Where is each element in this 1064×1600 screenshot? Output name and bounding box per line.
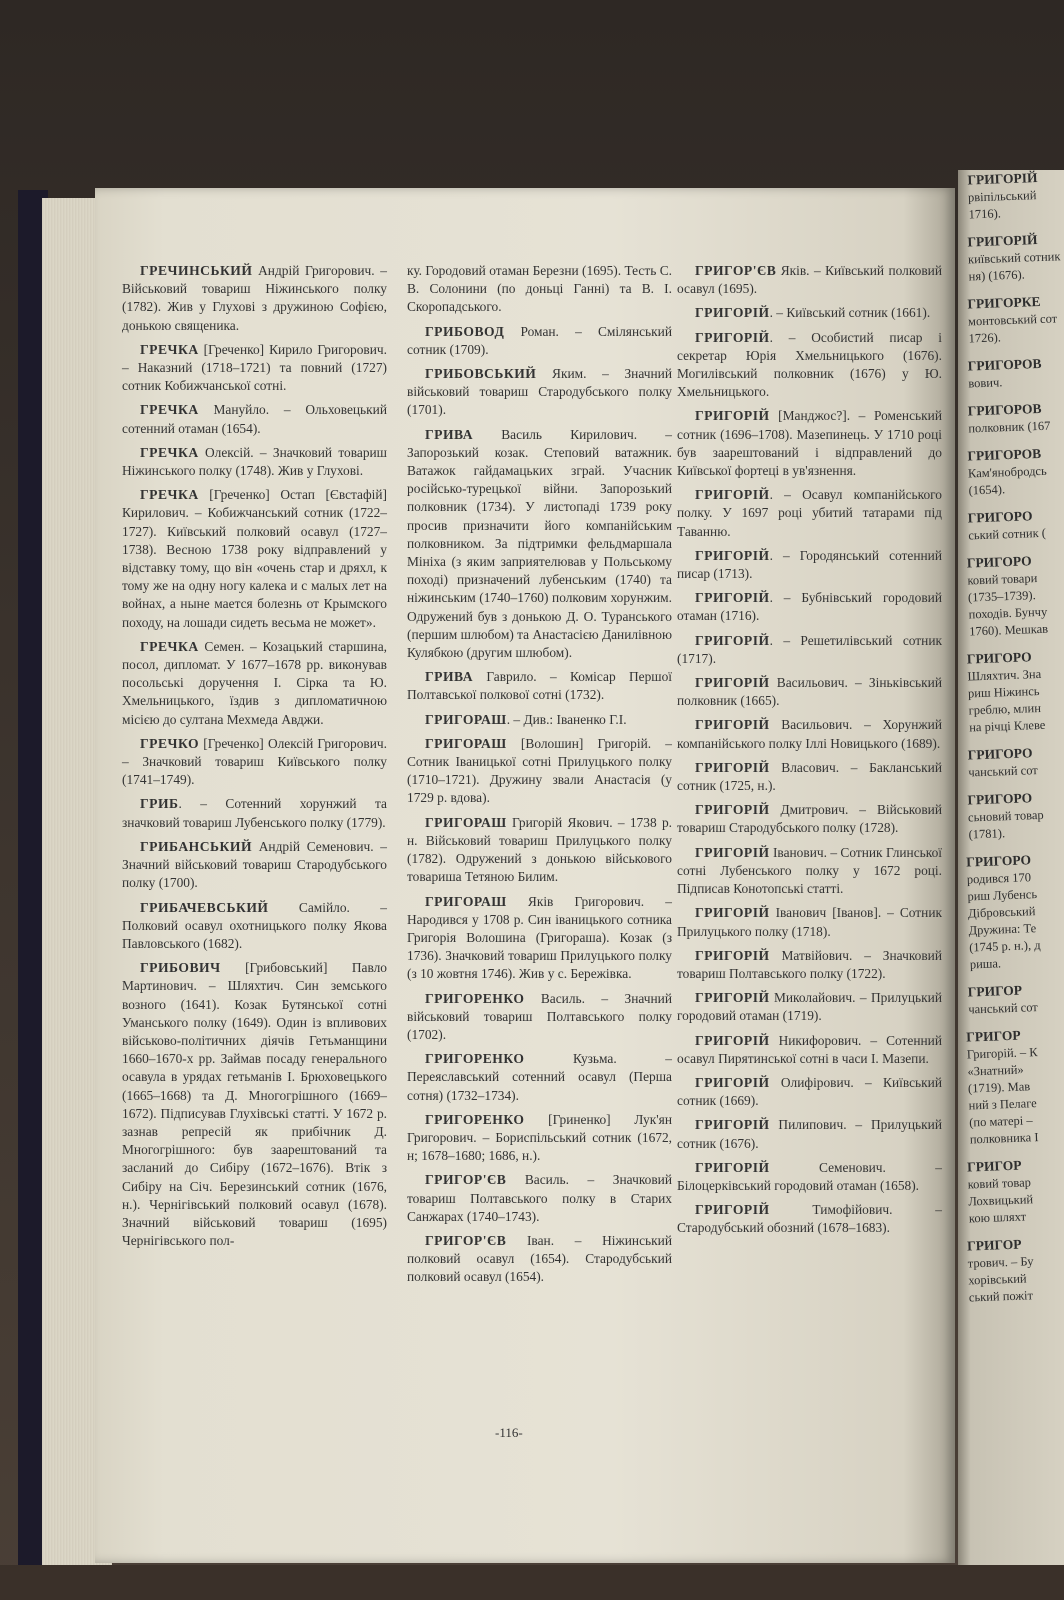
right-page-line: хорівський bbox=[968, 1271, 1027, 1288]
entry-headword: ГРИГОРАШ bbox=[425, 711, 507, 727]
entry-headword: ГРИГОРІЙ bbox=[695, 329, 770, 345]
entry-headword: ГРИГОРІЙ bbox=[695, 675, 770, 691]
entry-body: . – Осавул компанійського полку. У 1697 році убитий татарами під Таванню. bbox=[677, 487, 942, 539]
column-1 bbox=[122, 262, 387, 1256]
entry-body: Яків Григорович. – Народився у 1708 р. Син іваницького сотника Григорія Волошина (Григораша). Козак (з 1736). Значковий товариш Прилуцького полку (з 10 жовтня 1746). Жив у с. Бережівка. bbox=[407, 893, 672, 982]
entry-headword: ГРЕЧКА bbox=[140, 341, 199, 357]
table-bottom bbox=[0, 1565, 1064, 1600]
right-page-line: ний з Пелаге bbox=[968, 1096, 1037, 1113]
right-page-entry bbox=[958, 788, 1064, 844]
entry-body: Тимофійович. – Стародубський обозний (1678–1683). bbox=[677, 1202, 942, 1236]
right-page-entry bbox=[958, 1234, 1064, 1307]
entry-headword: ГРИГОРІЙ bbox=[695, 1032, 770, 1048]
right-page-line: сьновий товар bbox=[967, 807, 1044, 825]
right-page-line: 1760). Мешкав bbox=[968, 621, 1049, 639]
right-page-line: греблю, млин bbox=[968, 700, 1042, 718]
right-page-line: трович. – Бу bbox=[967, 1254, 1034, 1271]
entry-body: . – Бубнівський городовий отаман (1716). bbox=[677, 590, 942, 624]
right-page-headword: ГРИГОР bbox=[967, 982, 1023, 1000]
entry-headword: ГРИГОРІЙ bbox=[695, 590, 770, 606]
entry-body: Кузьма. – Переяславський сотенний осавул (Перша сотня) (1732–1734). bbox=[407, 1051, 672, 1103]
right-page-line: риш Ніжинсь bbox=[967, 684, 1040, 701]
page-number: -116- bbox=[495, 1425, 523, 1440]
dictionary-entry bbox=[677, 1201, 942, 1237]
continuation-text: ку. Городовий отаман Березни (1695). Тесть С. В. Солонини (по доньці Ганні) та В. І. Скоропадського. bbox=[407, 263, 672, 315]
entry-headword: ГРИГОРІЙ bbox=[695, 844, 770, 860]
right-page-headword: ГРИГОРО bbox=[966, 649, 1032, 667]
dictionary-entry bbox=[122, 795, 387, 831]
entry-body: Семен. – Козацький старшина, посол, дипломат. У 1677–1678 рр. виконував посольські доручення І. Сірка та Ю. Хмельницького, їздив з дипломатичною місією до султана Мехмеда Авджи. bbox=[122, 638, 387, 727]
right-page-entry bbox=[958, 444, 1064, 500]
right-page-entry bbox=[958, 170, 1064, 224]
dictionary-entry bbox=[677, 407, 942, 480]
dictionary-entry bbox=[407, 990, 672, 1045]
dictionary-entry bbox=[677, 262, 942, 298]
right-page-headword: ГРИГОРКЕ bbox=[967, 293, 1041, 312]
entry-body: . – Київський сотник (1661). bbox=[769, 305, 931, 321]
dictionary-entry bbox=[677, 716, 942, 752]
entry-headword: ГРИГОРІЙ bbox=[695, 487, 770, 503]
entry-headword: ГРИГОРІЙ bbox=[695, 990, 770, 1006]
right-page-line: ковий товар bbox=[967, 1175, 1032, 1192]
entry-headword: ГРИГОРІЙ bbox=[695, 905, 770, 921]
entry-headword: ГРЕЧКА bbox=[140, 638, 199, 654]
dictionary-entry bbox=[122, 401, 387, 437]
entry-headword: ГРИБОВОД bbox=[425, 323, 505, 339]
right-page-line: (1781). bbox=[968, 826, 1006, 842]
entry-headword: ГРИГОР'ЄВ bbox=[425, 1172, 507, 1188]
dictionary-entry bbox=[677, 904, 942, 940]
dictionary-entry bbox=[122, 899, 387, 954]
right-page-entry bbox=[958, 399, 1064, 438]
right-page-line: полковника І bbox=[969, 1130, 1039, 1147]
entry-body: Васильович. – Зіньківський полковник (1665). bbox=[677, 675, 942, 709]
entry-headword: ГРИБ bbox=[140, 796, 179, 812]
dictionary-entry bbox=[677, 304, 942, 322]
column-2 bbox=[407, 262, 672, 1293]
entry-headword: ГРЕЧКО bbox=[140, 735, 200, 751]
entry-headword: ГРЕЧКА bbox=[140, 402, 199, 418]
right-page-line: Дібровський bbox=[967, 904, 1036, 921]
right-page-entry bbox=[958, 354, 1064, 393]
dictionary-entry bbox=[677, 1074, 942, 1110]
entry-body: [Греченко] Остап [Євстафій] Кирилович. – Кобижчанський сотник (1722–1727). Київський полковий осавул (1727–1738). Весною 1738 року відправлений у відставку тому, що він «очень стар и дряхл, к тому же на одну ногу калека и с малых лет на войнах, а ныне мается болезнь от Крымского походу, на лошади сидеть весьма не может». bbox=[122, 487, 387, 630]
entry-body: [Греченко] Кирило Григорович. – Наказний (1718–1721) та повний (1727) сотник Кобижчанської сотні. bbox=[122, 341, 387, 394]
dictionary-entry bbox=[122, 262, 387, 335]
entry-headword: ГРЕЧКА bbox=[140, 487, 199, 503]
entry-body: Самійло. – Полковий осавул охотницького полку Якова Павловського (1682). bbox=[122, 899, 387, 951]
entry-body: Олексій. – Значковий товариш Ніжинського полку (1748). Жив у Глухові. bbox=[122, 444, 387, 479]
right-page-headword: ГРИГОРО bbox=[967, 745, 1033, 763]
entry-body: Василь. – Значковий товариш Полтавського полку в Старих Санжарах (1740–1743). bbox=[407, 1172, 672, 1224]
entry-headword: ГРИГОРЕНКО bbox=[425, 1051, 525, 1067]
right-page-line: чанський сот bbox=[968, 763, 1038, 780]
entry-body: Гаврило. – Комісар Першої Полтавської полкової сотні (1732). bbox=[407, 669, 672, 703]
right-page-entry bbox=[958, 743, 1064, 782]
right-page-headword: ГРИГОРО bbox=[966, 553, 1032, 571]
dictionary-entry bbox=[677, 1032, 942, 1068]
dictionary-entry bbox=[677, 1159, 942, 1195]
column-3 bbox=[677, 262, 942, 1244]
entry-headword: ГРИБОВИЧ bbox=[140, 960, 221, 976]
entry-body: Матвійович. – Значковий товариш Полтавського полку (1722). bbox=[677, 947, 942, 981]
right-page-entry bbox=[958, 506, 1064, 545]
entry-body: Роман. – Смілянський сотник (1709). bbox=[407, 323, 672, 357]
entry-body: Іванович [Іванов]. – Сотник Прилуцького полку (1718). bbox=[677, 905, 942, 939]
right-page-line: на річці Клеве bbox=[968, 717, 1046, 735]
right-page-line: Дружина: Те bbox=[968, 921, 1037, 938]
entry-headword: ГРИГОРЕНКО bbox=[425, 1111, 525, 1127]
entry-headword: ГРИГОРІЙ bbox=[695, 947, 770, 963]
right-page-headword: ГРИГОР bbox=[966, 1157, 1022, 1175]
entry-body: Пилипович. – Прилуцький сотник (1676). bbox=[677, 1117, 942, 1151]
entry-headword: ГРИГОРАШ bbox=[425, 893, 507, 909]
right-page-line: вович. bbox=[968, 375, 1003, 391]
right-page-line: (1735–1739). bbox=[967, 588, 1036, 605]
dictionary-entry bbox=[407, 1232, 672, 1287]
right-page-headword: ГРИГОРО bbox=[967, 508, 1033, 526]
dictionary-entry bbox=[122, 735, 387, 790]
entry-body: . – Сотенний хорунжий та значковий товариш Лубенського полку (1779). bbox=[122, 796, 387, 830]
dictionary-entry bbox=[122, 638, 387, 729]
entry-body: Никифорович. – Сотенний осавул Пирятинської сотні в часи І. Мазепи. bbox=[677, 1032, 942, 1066]
right-page-line: ковий товари bbox=[967, 571, 1038, 588]
right-page-line: ський пожіт bbox=[968, 1288, 1034, 1305]
right-page-line: монтовський сот bbox=[967, 311, 1058, 329]
entry-headword: ГРИГОРІЙ bbox=[695, 717, 770, 733]
entry-headword: ГРИВА bbox=[425, 669, 474, 685]
right-page-entry bbox=[958, 1155, 1064, 1228]
dictionary-entry bbox=[407, 1050, 672, 1105]
entry-headword: ГРИГОРІЙ bbox=[695, 305, 770, 321]
entry-body: Миколайович. – Прилуцький городовий отаман (1719). bbox=[677, 990, 942, 1024]
dictionary-entry bbox=[407, 893, 672, 984]
dictionary-entry bbox=[407, 1111, 672, 1166]
dictionary-entry bbox=[407, 735, 672, 808]
entry-body: Яким. – Значний військовий товариш Стародубського полку (1701). bbox=[407, 366, 672, 418]
entry-body: [Гриненко] Лук'ян Григорович. – Бориспільський сотник (1672, н; 1678–1680; 1686, н.). bbox=[407, 1111, 672, 1164]
right-page-line: полковник (167 bbox=[968, 418, 1051, 436]
right-page-entry bbox=[958, 292, 1064, 348]
entry-headword: ГРИГОРІЙ bbox=[695, 759, 770, 775]
right-page-line: ня) (1676). bbox=[968, 267, 1026, 284]
right-page-line: Григорій. – К bbox=[966, 1045, 1038, 1062]
entry-body: [Греченко] Олексій Григорович. – Значковий товариш Київського полку (1741–1749). bbox=[122, 735, 387, 788]
right-page-entry bbox=[958, 850, 1064, 974]
entry-body: [Волошин] Григорій. – Сотник Іваницької сотні Прилуцького полку (1710–1721). Дружину звали Анастасія (у 1729 р. вдова). bbox=[407, 735, 672, 806]
entry-body: Андрій Семенович. – Значний військовий товариш Стародубського полку (1700). bbox=[122, 838, 387, 891]
entry-body: Семенович. – Білоцерківський городовий отаман (1658). bbox=[677, 1159, 942, 1193]
dictionary-entry bbox=[122, 341, 387, 396]
right-page-line: чанський сот bbox=[968, 1000, 1038, 1017]
dictionary-entry bbox=[677, 1116, 942, 1152]
dictionary-entry bbox=[122, 838, 387, 893]
dictionary-entry bbox=[677, 801, 942, 837]
right-page-line: походів. Бунчу bbox=[968, 604, 1048, 622]
right-page-line: Шляхтич. Зна bbox=[967, 666, 1042, 684]
entry-body: Дмитрович. – Військовий товариш Стародубського полку (1728). bbox=[677, 802, 942, 836]
right-page-line: Лохвицький bbox=[968, 1192, 1034, 1209]
entry-body: Власович. – Бакланський сотник (1725, н.). bbox=[677, 759, 942, 794]
entry-headword: ГРИГОРІЙ bbox=[695, 1117, 770, 1133]
dictionary-entry bbox=[677, 589, 942, 625]
dictionary-entry bbox=[677, 674, 942, 710]
right-page-line: родився 170 bbox=[966, 870, 1032, 887]
entry-body: . – Решетилівський сотник (1717). bbox=[677, 632, 942, 666]
entry-body: Олифірович. – Київський сотник (1669). bbox=[677, 1074, 942, 1109]
entry-headword: ГРИБАНСЬКИЙ bbox=[140, 838, 253, 854]
entry-body: Іванович. – Сотник Глинської сотні Лубенського полку у 1672 році. Підписав Конотопські статті. bbox=[677, 844, 942, 897]
entry-body: Григорій Якович. – 1738 р. н. Військовий товариш Прилуцького полку (1782). Одружений з донькою військового товариша Тетяною Билим. bbox=[407, 814, 672, 885]
right-page-entry bbox=[958, 230, 1064, 286]
entry-headword: ГРИБАЧЕВСЬКИЙ bbox=[140, 899, 269, 915]
entry-headword: ГРИГОРІЙ bbox=[695, 1202, 770, 1218]
right-page-line: (1745 р. н.), д bbox=[968, 937, 1041, 955]
dictionary-entry bbox=[122, 486, 387, 632]
dictionary-entry bbox=[677, 329, 942, 402]
dictionary-entry bbox=[677, 947, 942, 983]
right-page-entry bbox=[958, 980, 1064, 1019]
entry-headword: ГРИГОРІЙ bbox=[695, 1159, 770, 1175]
right-page-fragment bbox=[958, 170, 1064, 1600]
dictionary-entry bbox=[677, 547, 942, 583]
entry-headword: ГРИБОВСЬКИЙ bbox=[425, 366, 537, 382]
right-page-entry bbox=[958, 1025, 1064, 1149]
right-page-line: Кам'янобродсь bbox=[967, 463, 1047, 481]
right-page-line: кою шляхт bbox=[968, 1209, 1027, 1226]
dictionary-entry bbox=[677, 844, 942, 899]
right-page-line: рвіпільський bbox=[967, 188, 1037, 205]
dictionary-entry bbox=[407, 711, 672, 729]
right-page-line: ський сотник ( bbox=[968, 525, 1047, 543]
dictionary-entry bbox=[407, 1171, 672, 1226]
entry-body: Іван. – Ніжинський полковий осавул (1654). Стародубський полковий осавул (1654). bbox=[407, 1232, 672, 1285]
entry-body: Яків. – Київський полковий осавул (1695). bbox=[677, 263, 942, 297]
entry-headword: ГРИГОРІЙ bbox=[695, 408, 770, 424]
entry-body: . – Особистий писар і секретар Юрія Хмельницького (1676). Могилівський полковник (1676) у Ю. Хмельницького. bbox=[677, 329, 942, 400]
entry-body: [Грибовський] Павло Мартинович. – Шляхтич. Син земського возного (1641). Козак Бутянської сотні Уманського полку (1649). Один із впливових військово-політичних діячів Гетьманщини 1660–1670-х рр. Займав посаду генерального осавула в урядах гетьманів І. Брюховецького (1665–1668) та Д. Многогрішного (1669–1672). Підписував Глухівські статті. У 1672 р. зазнав репресій як прибічник Д. Многогрішного: був заарештований та засланий до Сибіру (1672–1676). Втік з Сибіру на Січ. Березинський сотник (1676, н.). Чернігівський полковий осавул (1678). Значний військовий товариш (1695) Чернігівського пол- bbox=[122, 960, 387, 1249]
right-page-line: (1719). Мав bbox=[967, 1079, 1031, 1096]
right-page-headword: ГРИГОРОВ bbox=[967, 445, 1042, 464]
right-page-headword: ГРИГОРІЙ bbox=[967, 170, 1038, 188]
entry-body: Василь. – Значний військовий товариш Полтавського полку (1702). bbox=[407, 990, 672, 1042]
entry-headword: ГРЕЧКА bbox=[140, 444, 199, 460]
right-page-line: риша. bbox=[969, 956, 1002, 972]
dictionary-entry bbox=[677, 486, 942, 541]
dictionary-entry bbox=[407, 814, 672, 887]
dictionary-entry bbox=[677, 989, 942, 1025]
right-page-entry bbox=[958, 647, 1064, 737]
right-page-headword: ГРИГОР bbox=[966, 1236, 1022, 1254]
right-page-headword: ГРИГОРОВ bbox=[967, 400, 1042, 419]
entry-body: . – Див.: Іваненко Г.І. bbox=[506, 711, 627, 727]
right-page-headword: ГРИГОР bbox=[965, 1027, 1021, 1045]
right-page-entry bbox=[958, 551, 1064, 641]
dictionary-entry bbox=[122, 959, 387, 1250]
entry-body: [Манджос?]. – Роменський сотник (1696–1708). Мазепинець. У 1710 році був заарештований і відправлений до Київської фортеці в ув'язнення. bbox=[677, 408, 942, 479]
entry-body: Васильович. – Хорунжий компанійського полку Іллі Новицького (1689). bbox=[677, 717, 942, 751]
entry-body: . – Городянський сотенний писар (1713). bbox=[677, 547, 942, 582]
dictionary-entry bbox=[407, 668, 672, 704]
dictionary-entry bbox=[407, 323, 672, 359]
entry-headword: ГРИГОРІЙ bbox=[695, 1074, 770, 1090]
entry-headword: ГРИГОРАШ bbox=[425, 814, 507, 830]
dictionary-entry bbox=[677, 632, 942, 668]
dictionary-entry bbox=[407, 426, 672, 663]
entry-headword: ГРИГОРІЙ bbox=[695, 802, 770, 818]
right-page-line: 1716). bbox=[968, 206, 1002, 222]
right-page-headword: ГРИГОРІЙ bbox=[967, 232, 1038, 250]
right-page-line: «Знатний» bbox=[967, 1062, 1024, 1079]
entry-headword: ГРИГОРІЙ bbox=[695, 547, 770, 563]
entry-headword: ГРИГОР'ЄВ bbox=[695, 263, 777, 278]
dictionary-entry bbox=[677, 759, 942, 795]
entry-body: Мануйло. – Ольховецький сотенний отаман (1654). bbox=[122, 402, 387, 436]
entry-headword: ГРИГОР'ЄВ bbox=[425, 1232, 507, 1248]
right-page-line: київський сотник bbox=[967, 249, 1061, 267]
right-page-headword: ГРИГОРО bbox=[967, 790, 1033, 808]
entry-headword: ГРИГОРАШ bbox=[425, 735, 507, 751]
entry-body: Василь Кирилович. – Запорозький козак. Степовий ватажник. Ватажок гайдамацьких зграй. Учасник російсько-турецької війни. Запорозький полковник (1734). У листопаді 1739 року просив призначити його компанійським полковником. За підтримки фельдмаршала Мініха (з яким заприятелював у Польському поході) призначений лубенським (1740) та ніжинським (1740–1760) полковим хорунжим. Одружений був з донькою Д. О. Туранського (першим шлюбом) та Анастасією Данилівною Кулябкою (другим шлюбом). bbox=[407, 426, 672, 661]
right-page-line: (по матері – bbox=[968, 1113, 1033, 1130]
entry-headword: ГРИГОРІЙ bbox=[695, 632, 770, 648]
right-page-line: 1726). bbox=[968, 330, 1002, 346]
dictionary-entry bbox=[407, 365, 672, 420]
dictionary-entry bbox=[122, 444, 387, 480]
right-page-line: (1654). bbox=[968, 482, 1006, 498]
entry-headword: ГРЕЧИНСЬКИЙ bbox=[140, 263, 253, 278]
right-page-headword: ГРИГОРОВ bbox=[967, 355, 1042, 374]
right-page-headword: ГРИГОРО bbox=[965, 852, 1032, 870]
entry-headword: ГРИГОРЕНКО bbox=[425, 990, 525, 1006]
entry-body: Андрій Григорович. – Військовий товариш Ніжинського полку (1782). Жив у Глухові з дружиною Софією, донькою священика. bbox=[122, 263, 387, 333]
right-page-line: риш Лубенсь bbox=[967, 887, 1038, 904]
entry-headword: ГРИВА bbox=[425, 426, 474, 442]
